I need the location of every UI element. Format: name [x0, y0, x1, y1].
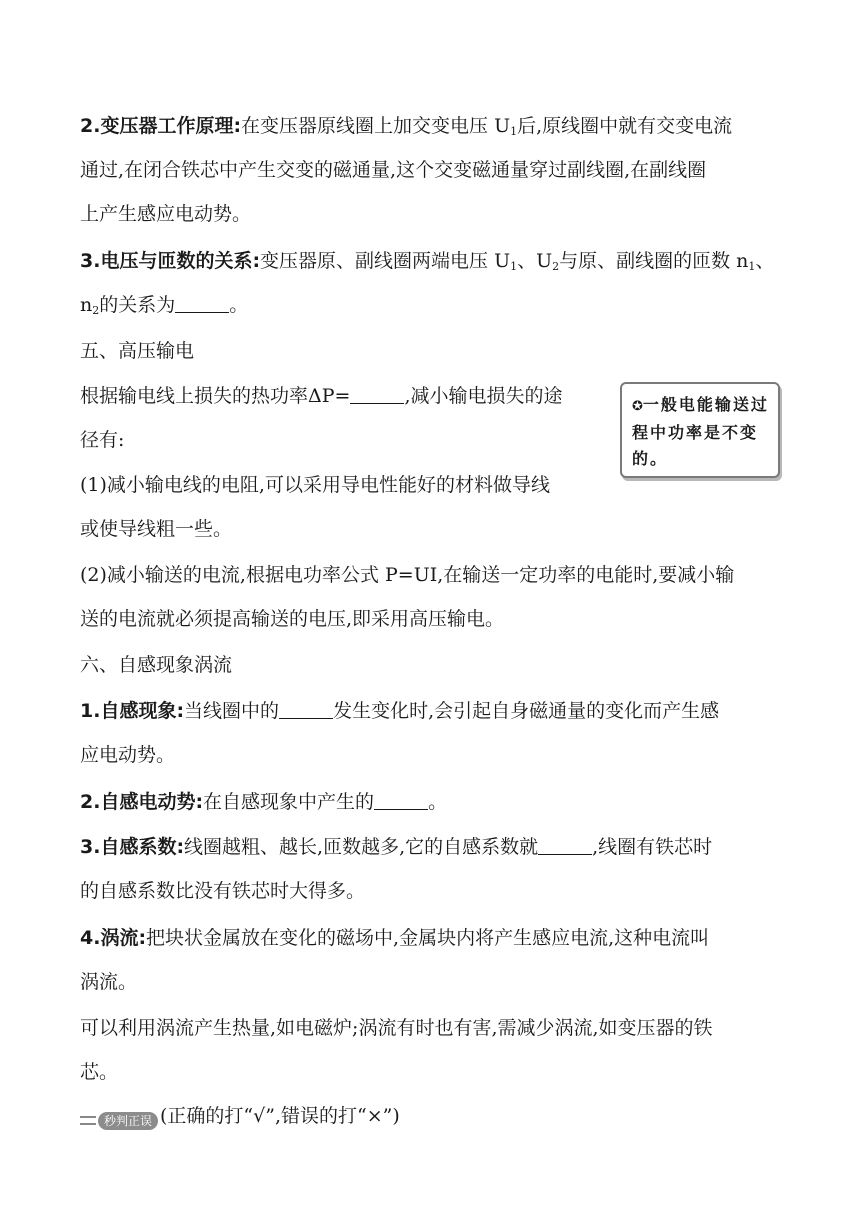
- answer-blank[interactable]: [374, 791, 428, 810]
- q1-text-a: 当线圈中的: [184, 700, 280, 722]
- q3-text-b: ,线圈有铁芯时: [592, 836, 713, 858]
- tip-text: 一般电能输送过程中功率是不变的。: [632, 395, 769, 468]
- q3-line2: 的自感系数比没有铁芯时大得多。: [80, 880, 366, 902]
- s3-text-end: 、: [755, 250, 775, 272]
- q2-period: 。: [428, 791, 448, 813]
- answer-blank[interactable]: [350, 385, 404, 404]
- s3-text-mid: 、U: [517, 250, 553, 272]
- q1-line2: 应电动势。: [80, 744, 176, 766]
- s3-line1: [80, 248, 774, 280]
- heading-five: 五、高压输电: [80, 340, 195, 362]
- q3-title: 3.自感系数:: [80, 836, 185, 858]
- s3-text-b: 与原、副线圈的匝数 n: [559, 250, 749, 272]
- p5-line5: (2)减小输送的电流,根据电功率公式 P=UI,在输送一定功率的电能时,要减小输: [80, 564, 735, 586]
- p5-line2: 径有:: [80, 429, 125, 451]
- star-icon: ✪: [632, 399, 643, 414]
- q4-line3: 可以利用涡流产生热量,如电磁炉;涡流有时也有害,需减少涡流,如变压器的铁: [80, 1017, 713, 1039]
- q2-line1: [80, 789, 447, 815]
- q3-line1: [80, 834, 712, 860]
- p5-line3: (1)减小输电线的电阻,可以采用导电性能好的材料做导线: [80, 474, 550, 496]
- s2-line1: [80, 113, 732, 145]
- s2-title: 2.变压器工作原理:: [80, 115, 242, 137]
- s2-line2: 通过,在闭合铁芯中产生交变的磁通量,这个交变磁通量穿过副线圈,在副线圈: [80, 159, 707, 181]
- s3-n-sub: 2: [92, 304, 100, 317]
- s2-sub: 1: [510, 125, 518, 138]
- s3-text-relation: 的关系为: [99, 294, 176, 316]
- quiz-badge-label: 秒判正误: [98, 1112, 158, 1130]
- s3-sub3: 1: [748, 260, 756, 273]
- q4-line2: 涡流。: [80, 971, 138, 993]
- q4-title: 4.涡流:: [80, 927, 147, 949]
- s3-line2: [80, 292, 248, 324]
- q4-text-a: 把块状金属放在变化的磁场中,金属块内将产生感应电流,这种电流叫: [146, 927, 710, 949]
- s2-text-a: 在变压器原线圈上加交变电压 U: [241, 115, 511, 137]
- s3-n: n: [80, 294, 93, 316]
- quiz-badge: [80, 1112, 158, 1130]
- s2-text-b: 后,原线圈中就有交变电流: [517, 115, 733, 137]
- q3-text-a: 线圈越粗、越长,匝数越多,它的自感系数就: [184, 836, 539, 858]
- q2-title: 2.自感电动势:: [80, 791, 204, 813]
- p5-line1: [80, 383, 562, 409]
- s3-title: 3.电压与匝数的关系:: [80, 250, 261, 272]
- s2-line3: 上产生感应电动势。: [80, 203, 252, 225]
- s3-sub1: 1: [510, 260, 518, 273]
- s3-sub2: 2: [552, 260, 560, 273]
- quiz-line: [80, 1103, 400, 1130]
- answer-blank[interactable]: [279, 700, 333, 719]
- answer-blank[interactable]: [175, 294, 229, 313]
- q4-line1: [80, 925, 709, 951]
- answer-blank[interactable]: [538, 836, 592, 855]
- p5-line4: 或使导线粗一些。: [80, 518, 233, 540]
- lines-icon: [80, 1116, 96, 1125]
- q2-text-a: 在自感现象中产生的: [203, 791, 375, 813]
- q1-title: 1.自感现象:: [80, 700, 185, 722]
- s3-text-a: 变压器原、副线圈两端电压 U: [260, 250, 511, 272]
- q4-line4: 芯。: [80, 1061, 119, 1083]
- p5-text-a: 根据输电线上损失的热功率ΔP=: [80, 385, 351, 407]
- p5-text-b: ,减小输电损失的途: [404, 385, 563, 407]
- s3-period: 。: [229, 294, 249, 316]
- heading-six: 六、自感现象涡流: [80, 654, 233, 676]
- q1-line1: [80, 698, 719, 724]
- p5-line6: 送的电流就必须提高输送的电压,即采用高压输电。: [80, 608, 505, 630]
- q1-text-b: 发生变化时,会引起自身磁通量的变化而产生感: [333, 700, 720, 722]
- tip-box: [620, 382, 780, 478]
- quiz-instructions: (正确的打“√”,错误的打“×”): [160, 1105, 400, 1127]
